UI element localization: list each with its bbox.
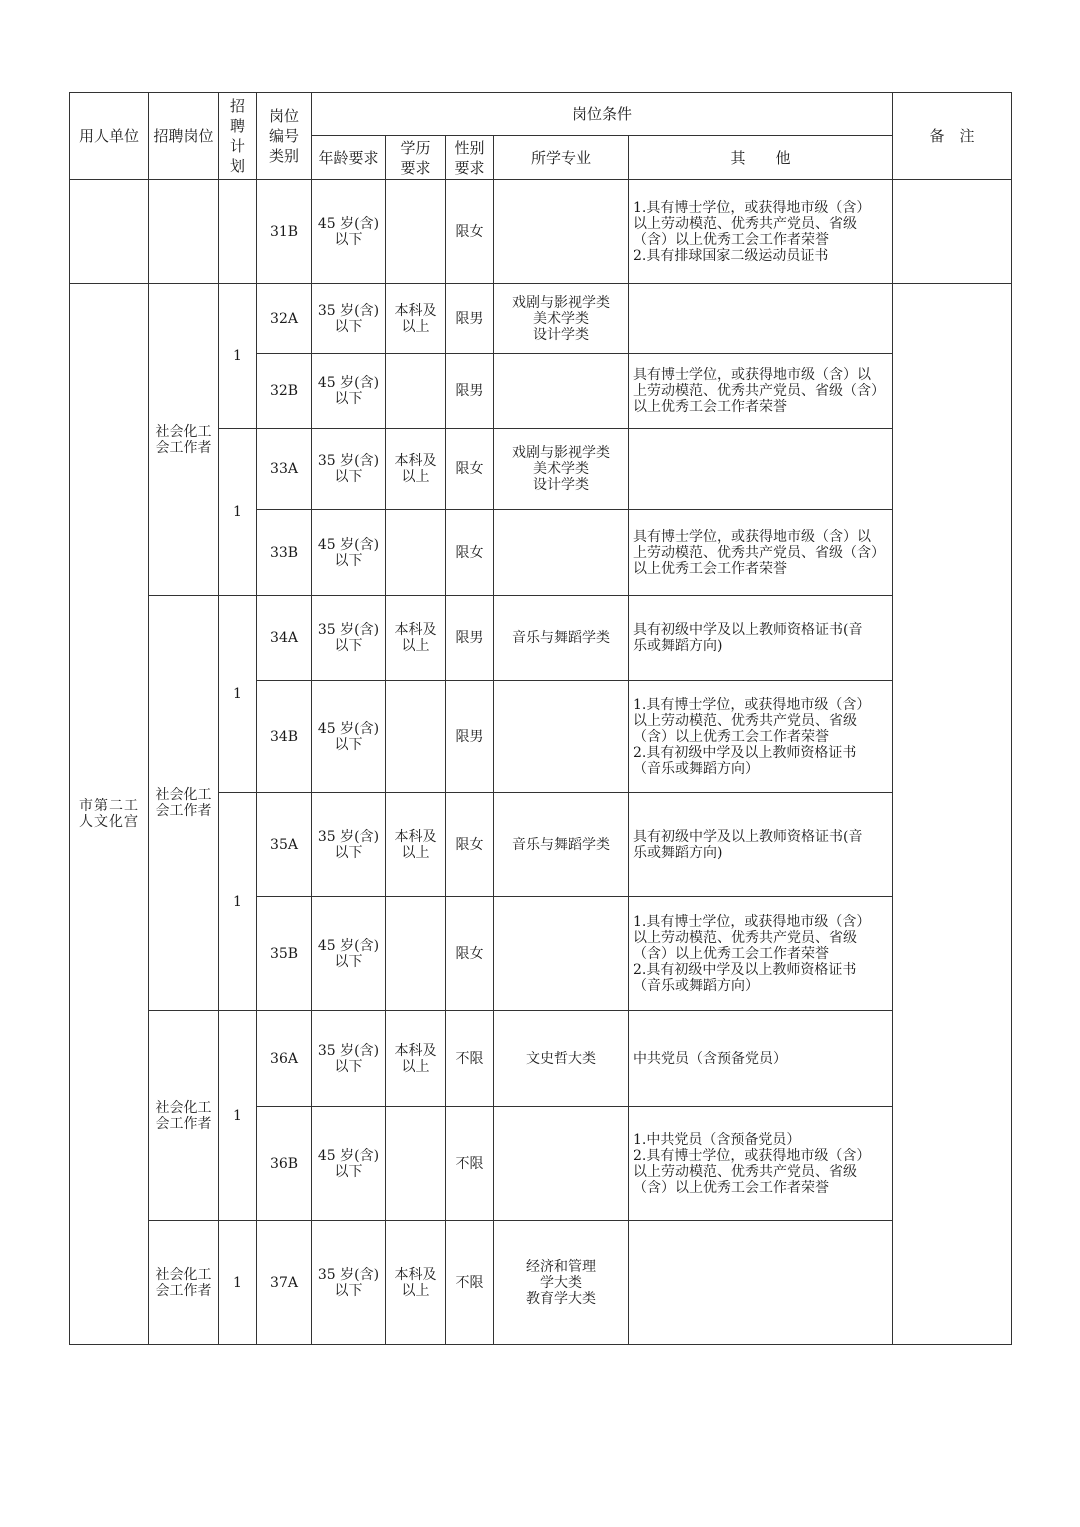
edu-cell: 本科及 以上: [386, 1011, 446, 1107]
edu-cell: 本科及 以上: [386, 596, 446, 681]
plan-count: 1: [219, 1221, 257, 1345]
position-name: 社会化工 会工作者: [149, 596, 219, 1011]
header-plan: 招 聘 计 划: [219, 93, 257, 180]
age-cell: 45 岁(含) 以下: [312, 681, 386, 793]
code-cell: 35B: [257, 897, 312, 1011]
major-cell: 文史哲大类: [494, 1011, 629, 1107]
code-cell: 35A: [257, 793, 312, 897]
position-name: 社会化工 会工作者: [149, 284, 219, 596]
age-cell: 45 岁(含) 以下: [312, 180, 386, 284]
age-cell: 35 岁(含) 以下: [312, 284, 386, 354]
other-cell: 中共党员（含预备党员）: [629, 1011, 893, 1107]
other-cell: 1.具有博士学位，或获得地市级（含） 以上劳动模范、优秀共产党员、省级 （含）以上优秀工会工作者荣誉 2.具有初级中学及以上教师资格证书 （音乐或舞蹈方向）: [629, 897, 893, 1011]
code-cell: 37A: [257, 1221, 312, 1345]
other-cell: 具有初级中学及以上教师资格证书(音 乐或舞蹈方向): [629, 596, 893, 681]
plan-cell: [219, 180, 257, 284]
gender-cell: 限男: [446, 681, 494, 793]
position-name: 社会化工 会工作者: [149, 1011, 219, 1221]
major-cell: 音乐与舞蹈学类: [494, 596, 629, 681]
header-employer: 用人单位: [70, 93, 149, 180]
other-cell: 1.中共党员（含预备党员） 2.具有博士学位，或获得地市级（含） 以上劳动模范、优秀共产党员、省级 （含）以上优秀工会工作者荣誉: [629, 1107, 893, 1221]
major-cell: [494, 354, 629, 429]
gender-cell: 不限: [446, 1221, 494, 1345]
plan-count: 1: [219, 429, 257, 596]
header-position: 招聘岗位: [149, 93, 219, 180]
gender-cell: 限男: [446, 354, 494, 429]
major-cell: 音乐与舞蹈学类: [494, 793, 629, 897]
gender-cell: 限女: [446, 510, 494, 596]
code-cell: 34A: [257, 596, 312, 681]
age-cell: 45 岁(含) 以下: [312, 510, 386, 596]
age-cell: 35 岁(含) 以下: [312, 596, 386, 681]
plan-count: 1: [219, 284, 257, 429]
age-cell: 35 岁(含) 以下: [312, 1221, 386, 1345]
recruitment-table: [69, 92, 1012, 1345]
table-row: [70, 284, 1012, 354]
age-cell: 45 岁(含) 以下: [312, 897, 386, 1011]
position-name: 社会化工 会工作者: [149, 1221, 219, 1345]
edu-cell: [386, 681, 446, 793]
edu-cell: 本科及 以上: [386, 429, 446, 510]
edu-cell: [386, 510, 446, 596]
age-cell: 45 岁(含) 以下: [312, 354, 386, 429]
table-row: [70, 1221, 1012, 1345]
employer-name: 市第二工 人文化宫: [70, 284, 149, 1345]
edu-cell: 本科及 以上: [386, 1221, 446, 1345]
major-cell: 经济和管理 学大类 教育学大类: [494, 1221, 629, 1345]
edu-cell: 本科及 以上: [386, 793, 446, 897]
age-cell: 35 岁(含) 以下: [312, 429, 386, 510]
major-cell: [494, 681, 629, 793]
major-cell: [494, 180, 629, 284]
other-cell: 具有博士学位，或获得地市级（含）以 上劳动模范、优秀共产党员、省级（含） 以上优秀工会工作者荣誉: [629, 510, 893, 596]
code-cell: 32A: [257, 284, 312, 354]
edu-cell: [386, 1107, 446, 1221]
major-cell: 戏剧与影视学类 美术学类 设计学类: [494, 284, 629, 354]
table-row: [70, 180, 1012, 284]
header-education: 学历 要求: [386, 136, 446, 180]
age-cell: 35 岁(含) 以下: [312, 1011, 386, 1107]
edu-cell: 本科及 以上: [386, 284, 446, 354]
major-cell: 戏剧与影视学类 美术学类 设计学类: [494, 429, 629, 510]
header-conditions: 岗位条件: [312, 93, 893, 136]
remarks-cell: [893, 284, 1012, 1345]
header-code: 岗位 编号 类别: [257, 93, 312, 180]
code-cell: 33A: [257, 429, 312, 510]
position-cell: [149, 180, 219, 284]
gender-cell: 不限: [446, 1107, 494, 1221]
major-cell: [494, 510, 629, 596]
code-cell: 32B: [257, 354, 312, 429]
code-cell: 31B: [257, 180, 312, 284]
gender-cell: 限女: [446, 793, 494, 897]
code-cell: 36B: [257, 1107, 312, 1221]
edu-cell: [386, 180, 446, 284]
header-other: 其 他: [629, 136, 893, 180]
gender-cell: 限女: [446, 180, 494, 284]
header-major: 所学专业: [494, 136, 629, 180]
other-cell: 1.具有博士学位，或获得地市级（含） 以上劳动模范、优秀共产党员、省级 （含）以上优秀工会工作者荣誉 2.具有排球国家二级运动员证书: [629, 180, 893, 284]
plan-count: 1: [219, 596, 257, 793]
gender-cell: 限女: [446, 897, 494, 1011]
other-cell: [629, 1221, 893, 1345]
major-cell: [494, 897, 629, 1011]
gender-cell: 限男: [446, 284, 494, 354]
header-remarks: 备 注: [893, 93, 1012, 180]
other-cell: 1.具有博士学位，或获得地市级（含） 以上劳动模范、优秀共产党员、省级 （含）以上优秀工会工作者荣誉 2.具有初级中学及以上教师资格证书 （音乐或舞蹈方向）: [629, 681, 893, 793]
code-cell: 34B: [257, 681, 312, 793]
header-gender: 性别 要求: [446, 136, 494, 180]
other-cell: 具有初级中学及以上教师资格证书(音 乐或舞蹈方向): [629, 793, 893, 897]
edu-cell: [386, 897, 446, 1011]
code-cell: 33B: [257, 510, 312, 596]
code-cell: 36A: [257, 1011, 312, 1107]
remarks-cell: [893, 180, 1012, 284]
employer-cell: [70, 180, 149, 284]
gender-cell: 限男: [446, 596, 494, 681]
age-cell: 35 岁(含) 以下: [312, 793, 386, 897]
gender-cell: 限女: [446, 429, 494, 510]
other-cell: 具有博士学位，或获得地市级（含）以 上劳动模范、优秀共产党员、省级（含） 以上优秀工会工作者荣誉: [629, 354, 893, 429]
other-cell: [629, 284, 893, 354]
age-cell: 45 岁(含) 以下: [312, 1107, 386, 1221]
header-age: 年龄要求: [312, 136, 386, 180]
plan-count: 1: [219, 1011, 257, 1221]
table-row: [70, 596, 1012, 681]
table-row: [70, 1011, 1012, 1107]
plan-count: 1: [219, 793, 257, 1011]
gender-cell: 不限: [446, 1011, 494, 1107]
other-cell: [629, 429, 893, 510]
edu-cell: [386, 354, 446, 429]
major-cell: [494, 1107, 629, 1221]
